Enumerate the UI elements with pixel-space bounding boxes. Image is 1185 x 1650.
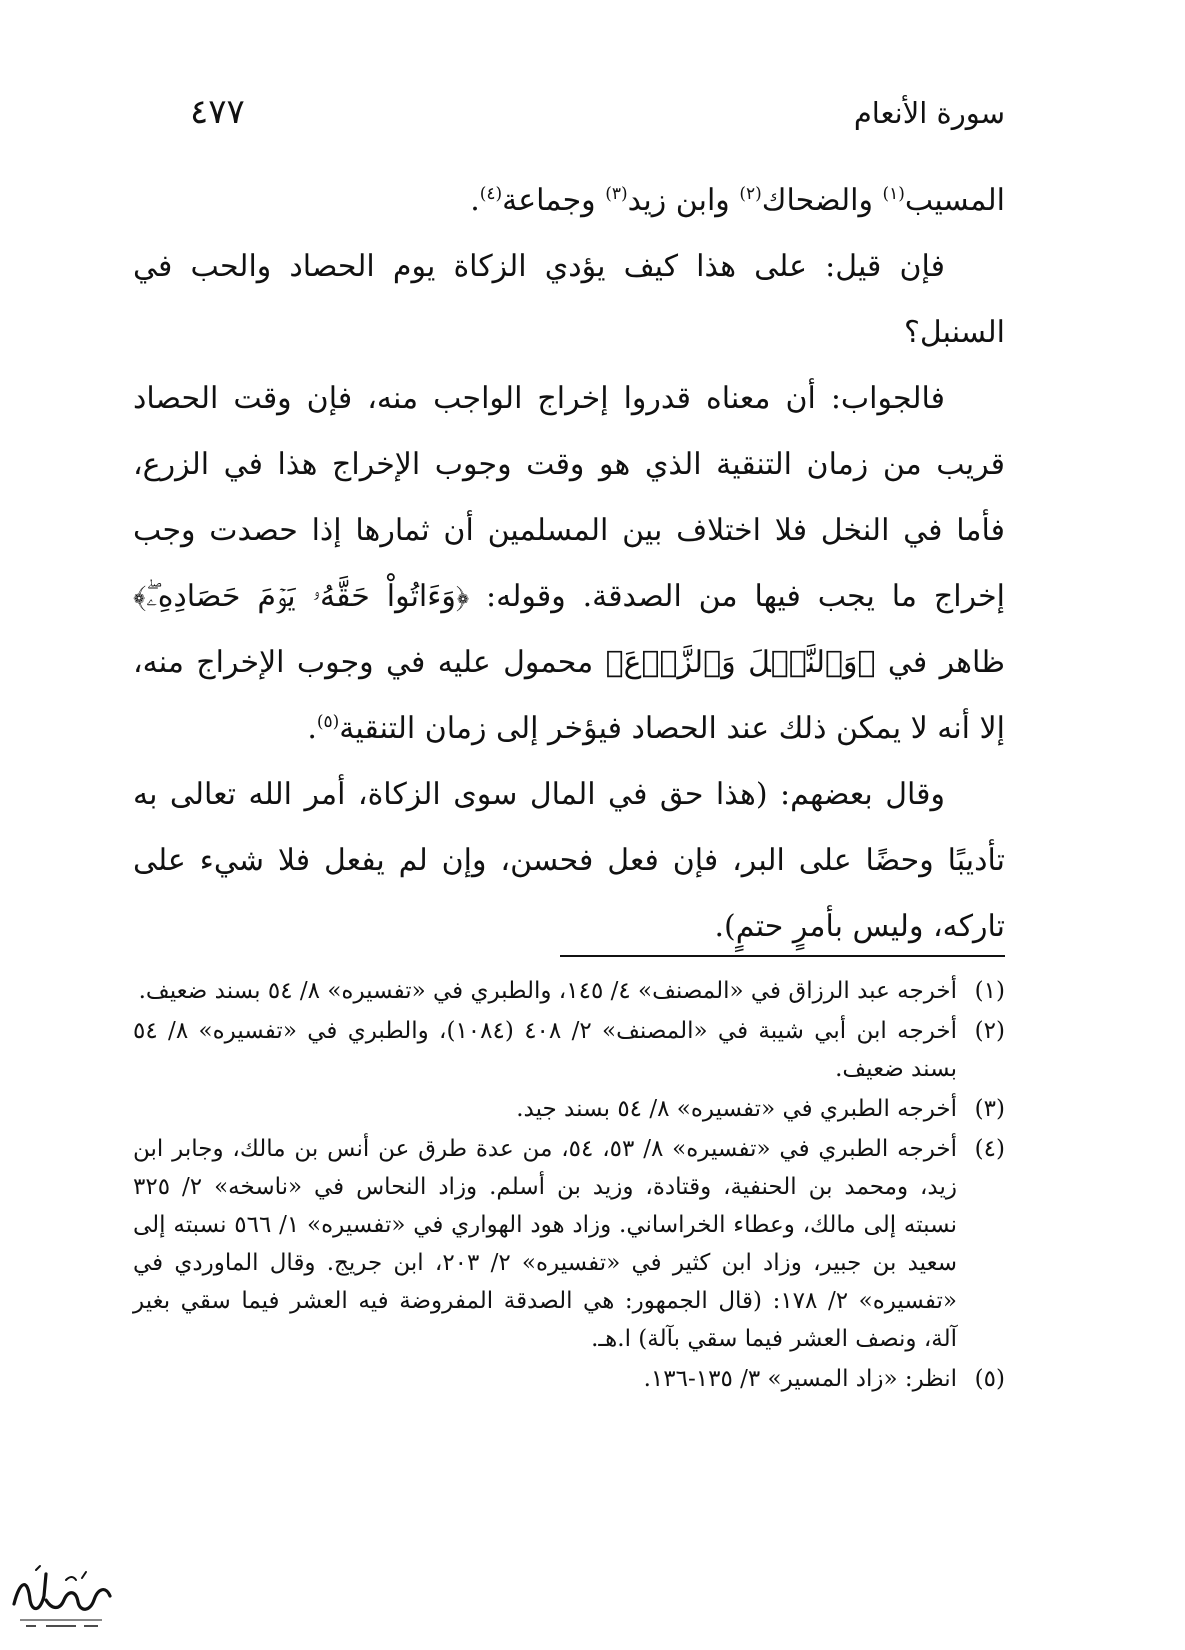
footnote-number: (٣) [974,1096,1005,1122]
text-span: وجماعة [502,183,606,218]
footnote-text: انظر: «زاد المسير» ٣/ ١٣٥-١٣٦. [643,1366,957,1392]
footnotes [133,972,1005,1400]
page-number: ٤٧٧ [190,92,245,132]
publisher-logo-icon [6,1560,116,1632]
footnote-ref: (٢) [739,184,762,204]
footnote-item [133,1360,1005,1398]
footnote-ref: (٥) [316,712,340,732]
text-span: ظاهر في [875,645,1005,680]
paragraph-4: وقال بعضهم: (هذا حق في المال سوى الزكاة، أمر الله تعالى به تأديبًا وحضًا على البر، فإن فعل فحسن، وإن لم يفعل فلا شيء على تاركه، وليس بأمرٍ حتمٍ). [133,777,1005,944]
footnote-number: (٥) [974,1366,1005,1392]
text-span: . [470,183,480,218]
paragraph-2: فإن قيل: على هذا كيف يؤدي الزكاة يوم الحصاد والحب في السنبل؟ [133,249,1005,350]
surah-title: سورة الأنعام [853,96,1005,130]
footnote-item [133,1012,1005,1088]
footnote-item [133,1130,1005,1358]
paragraph-1 [133,168,1005,234]
footnote-number: (٢) [974,1018,1005,1044]
text-span: . [307,711,317,746]
main-text [133,168,1005,960]
footnote-ref: (٤) [479,184,503,204]
footnote-text: أخرجه عبد الرزاق في «المصنف» ٤/ ١٤٥، والطبري في «تفسيره» ٨/ ٥٤ بسند ضعيف. [138,978,957,1004]
footnote-text: أخرجه الطبري في «تفسيره» ٨/ ٥٤ بسند جيد. [516,1096,957,1122]
footnote-number: (٤) [974,1136,1005,1162]
footnote-number: (١) [974,978,1005,1004]
footnote-ref: (١) [882,184,905,204]
text-span: وابن زيد [627,183,740,218]
footnote-ref: (٣) [605,184,628,204]
footnote-text: أخرجه ابن أبي شيبة في «المصنف» ٢/ ٤٠٨ (١٠٨٤)، والطبري في «تفسيره» ٨/ ٥٤ بسند ضعيف. [133,1018,957,1082]
footnote-divider [560,955,1005,957]
quran-quote: ﴿وَٱلنَّخۡلَ وَٱلزَّرۡعَ﴾ [605,645,876,680]
text-span: والضحاك [761,183,883,218]
page-header [190,92,1005,146]
footnote-text: أخرجه الطبري في «تفسيره» ٨/ ٥٣، ٥٤، من عدة طرق عن أنس بن مالك، وجابر ابن زيد، ومحمد بن الحنفية، وقتادة، وزيد بن أسلم. وزاد النحاس في «ناسخه» ٢/ ٣٢٥ نسبته إلى مالك، وعطاء الخراساني. وزاد هود الهواري في «تفسيره» ١/ ٥٦٦ نسبته إلى سعيد بن جبير، وزاد ابن كثير في «تفسيره» ٢/ ٢٠٣، ابن جريج. وقال الماوردي في «تفسيره» ٢/ ١٧٨: (قال الجمهور: هي الصدقة المفروضة فيه العشر فيما سقي بغير آلة، ونصف العشر فيما سقي بآلة) ا.هـ. [133,1136,958,1352]
footnote-item [133,972,1005,1010]
text-span: المسيب [904,183,1005,218]
footnote-item [133,1090,1005,1128]
text-span: محمول عليه في وجوب الإخراج منه، إلا أنه لا يمكن ذلك عند الحصاد فيؤخر إلى زمان التنقية [133,645,1005,746]
text-span: فالجواب: أن معناه قدروا إخراج الواجب منه، فإن وقت الحصاد قريب من زمان التنقية الذي هو وقت وجوب الإخراج هذا في الزرع، فأما في النخل فلا اختلاف بين المسلمين أن ثمارها إذا حصدت وجب إخراج ما يجب فيها من الصدقة. وقوله: [133,381,1005,614]
quran-quote: ﴿وَءَاتُواْ حَقَّهُۥ يَوۡمَ حَصَادِهِۦۖ﴾ [133,579,470,614]
paragraph-3 [133,366,1005,762]
